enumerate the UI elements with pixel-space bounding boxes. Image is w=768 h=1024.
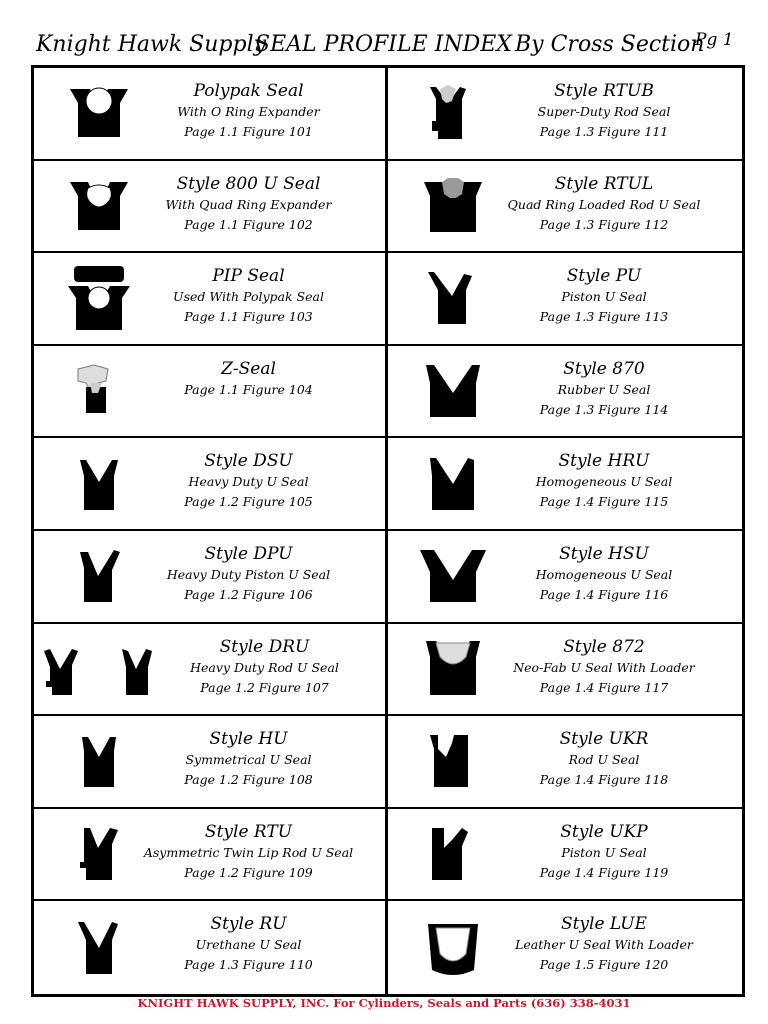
seal-description: Super-Duty Rod Seal (537, 104, 671, 119)
seal-name: Style DSU (204, 451, 293, 472)
seal-entry-right-9 (388, 809, 742, 902)
seal-name: Z-Seal (221, 358, 276, 379)
seal-entry-right-10 (388, 901, 742, 994)
seal-page-reference: Page 1.4 Figure 115 (539, 494, 669, 510)
seal-entry-right-4 (388, 346, 742, 439)
seal-entry-text (476, 543, 732, 605)
seal-entry-right-3 (388, 253, 742, 346)
seal-entry-text (122, 173, 375, 235)
seal-entry-left-5 (34, 438, 388, 531)
seal-name: Style RTUL (554, 173, 654, 194)
seal-page-reference: Page 1.3 Figure 112 (539, 216, 669, 232)
seal-page-reference: Page 1.2 Figure 107 (200, 679, 329, 695)
seal-profile-table (31, 65, 745, 997)
seal-entry-text (476, 173, 732, 235)
seal-entry-text (122, 728, 375, 790)
seal-page-reference: Page 1.2 Figure 108 (184, 772, 313, 788)
company-name: Knight Hawk Supply (36, 32, 267, 57)
seal-description: Neo-Fab U Seal With Loader (513, 659, 695, 675)
seal-entry-text (122, 358, 375, 400)
seal-page-reference: Page 1.1 Figure 104 (184, 381, 313, 397)
seal-description: Rod U Seal (568, 752, 640, 768)
seal-entry-text (476, 265, 732, 327)
seal-page-reference: Page 1.3 Figure 113 (539, 309, 669, 325)
footer-contact: KNIGHT HAWK SUPPLY, INC. For Cylinders, Seals and Parts (636) 338-4031 (137, 996, 631, 1010)
seal-entry-left-10 (34, 901, 388, 994)
seal-page-reference: Page 1.3 Figure 110 (184, 957, 313, 973)
seal-name: Style DRU (219, 636, 310, 657)
seal-entry-left-7 (34, 624, 388, 717)
seal-name: Style 872 (563, 636, 645, 657)
seal-entry-text (476, 913, 732, 975)
seal-page-reference: Page 1.1 Figure 103 (184, 309, 313, 325)
seal-entry-text (476, 450, 732, 512)
seal-entry-text (122, 265, 375, 327)
seal-entry-text (476, 636, 732, 698)
seal-page-reference: Page 1.3 Figure 114 (539, 401, 669, 417)
seal-entry-right-8 (388, 716, 742, 809)
seal-page-reference: Page 1.2 Figure 105 (184, 494, 313, 510)
seal-description: Homogeneous U Seal (535, 566, 673, 582)
seal-description: Heavy Duty U Seal (188, 474, 309, 490)
seal-page-reference: Page 1.2 Figure 109 (184, 864, 313, 880)
seal-description: Heavy Duty Rod U Seal (190, 659, 339, 675)
seal-name: Style RTU (204, 821, 293, 842)
page-number: Pg 1 (695, 30, 734, 50)
seal-description: Urethane U Seal (195, 937, 302, 953)
seal-entry-right-5 (388, 438, 742, 531)
seal-name: Style RU (210, 914, 287, 935)
seal-entry-left-9 (34, 809, 388, 902)
seal-entry-text (476, 821, 732, 883)
seal-description: Piston U Seal (561, 844, 647, 860)
seal-entry-left-8 (34, 716, 388, 809)
seal-page-reference: Page 1.3 Figure 111 (539, 124, 669, 139)
seal-name: Style 800 U Seal (176, 173, 321, 194)
index-title: SEAL PROFILE INDEX (255, 32, 512, 57)
seal-entry-right-2 (388, 161, 742, 254)
seal-page-reference: Page 1.2 Figure 106 (184, 586, 313, 602)
seal-entry-text (122, 821, 375, 883)
seal-page-reference: Page 1.5 Figure 120 (539, 957, 669, 973)
seal-entry-text (476, 728, 732, 790)
seal-name: Style LUE (560, 914, 648, 935)
seal-description: With Quad Ring Expander (165, 196, 332, 212)
seal-description: Heavy Duty Piston U Seal (166, 566, 331, 582)
seal-name: Polypak Seal (193, 81, 304, 101)
seal-name: Style HSU (559, 543, 649, 564)
seal-entry-text (122, 80, 375, 142)
seal-name: Style HU (209, 729, 288, 750)
seal-entry-text (122, 913, 375, 975)
seal-description: Quad Ring Loaded Rod U Seal (507, 196, 701, 212)
seal-entry-left-1 (34, 68, 388, 161)
seal-entry-left-3 (34, 253, 388, 346)
seal-description: Rubber U Seal (557, 381, 651, 397)
seal-entry-right-6 (388, 531, 742, 624)
seal-description: Used With Polypak Seal (173, 289, 324, 305)
seal-description: Homogeneous U Seal (535, 474, 673, 490)
seal-page-reference: Page 1.4 Figure 116 (539, 586, 669, 602)
seal-entry-text (122, 543, 375, 605)
seal-name: Style UKP (560, 821, 648, 842)
seal-entry-text (154, 636, 375, 698)
seal-entry-left-6 (34, 531, 388, 624)
seal-entry-text (122, 450, 375, 512)
seal-description: Symmetrical U Seal (185, 752, 312, 768)
seal-entry-left-4 (34, 346, 388, 439)
seal-page-reference: Page 1.4 Figure 118 (539, 772, 669, 788)
seal-page-reference: Page 1.1 Figure 101 (184, 124, 313, 139)
seal-name: Style DPU (204, 543, 293, 564)
seal-description: Piston U Seal (561, 289, 647, 305)
seal-name: Style 870 (563, 358, 645, 379)
page-header (36, 30, 738, 62)
seal-page-reference: Page 1.4 Figure 119 (539, 864, 669, 880)
seal-name: Style HRU (558, 451, 650, 472)
index-subtitle: By Cross Section (515, 32, 705, 57)
seal-entry-left-2 (34, 161, 388, 254)
seal-description: Asymmetric Twin Lip Rod U Seal (143, 844, 354, 860)
seal-name: Style PU (566, 266, 642, 287)
seal-page-reference: Page 1.4 Figure 117 (539, 679, 669, 695)
seal-entry-right-1 (388, 68, 742, 161)
seal-name: PIP Seal (212, 266, 285, 287)
seal-name: Style UKR (559, 729, 649, 750)
seal-entry-right-7 (388, 624, 742, 717)
seal-description: Leather U Seal With Loader (515, 937, 693, 953)
seal-page-reference: Page 1.1 Figure 102 (184, 216, 313, 232)
seal-entry-text (476, 80, 732, 142)
seal-name: Style RTUB (554, 81, 654, 101)
seal-entry-text (476, 358, 732, 420)
seal-description: With O Ring Expander (177, 104, 320, 119)
